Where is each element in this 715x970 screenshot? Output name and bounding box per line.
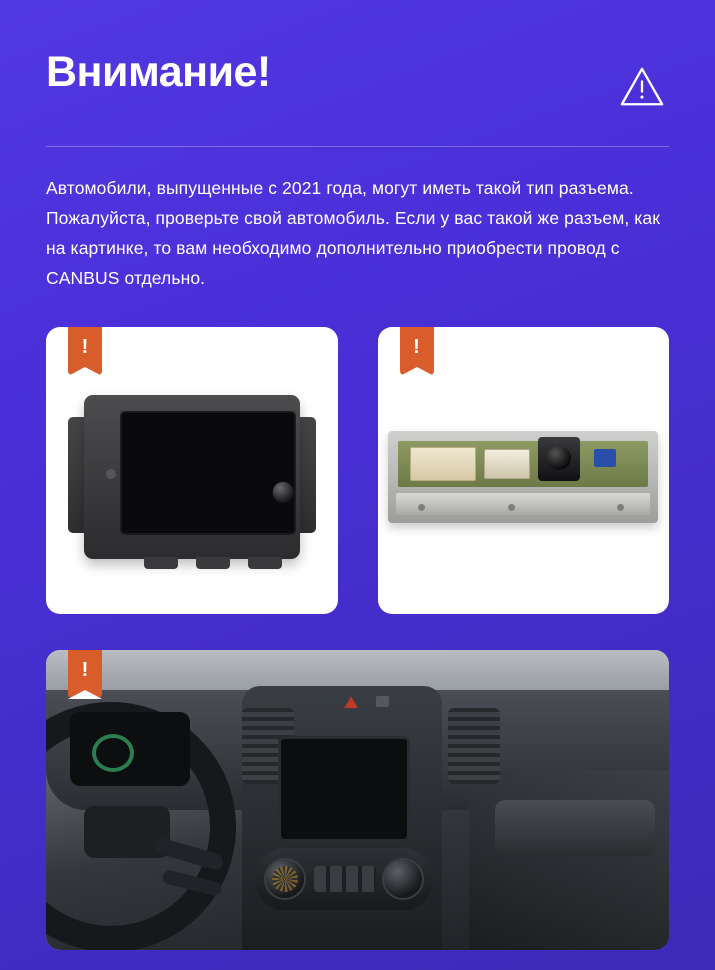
page-header — [46, 46, 669, 110]
attention-badge: ! — [68, 327, 102, 375]
attention-badge: ! — [400, 327, 434, 375]
header-divider — [46, 146, 669, 147]
card-connector-board — [378, 327, 670, 614]
card-car-interior — [46, 650, 669, 950]
warning-triangle-icon — [619, 64, 665, 110]
attention-badge: ! — [68, 650, 102, 698]
photo-card-row — [46, 327, 669, 614]
notice-paragraph: Автомобили, выпущенные с 2021 года, могут иметь такой тип разъема. Пожалуйста, проверьте свой автомобиль. Если у вас такой же разъем, как на картинке, то вам необходимо дополнительно приобрести провод с CANBUS отдельно. — [46, 178, 660, 289]
page-title: Внимание! — [46, 48, 271, 96]
car-interior-photo — [46, 650, 669, 950]
card-head-unit-front — [46, 327, 338, 614]
